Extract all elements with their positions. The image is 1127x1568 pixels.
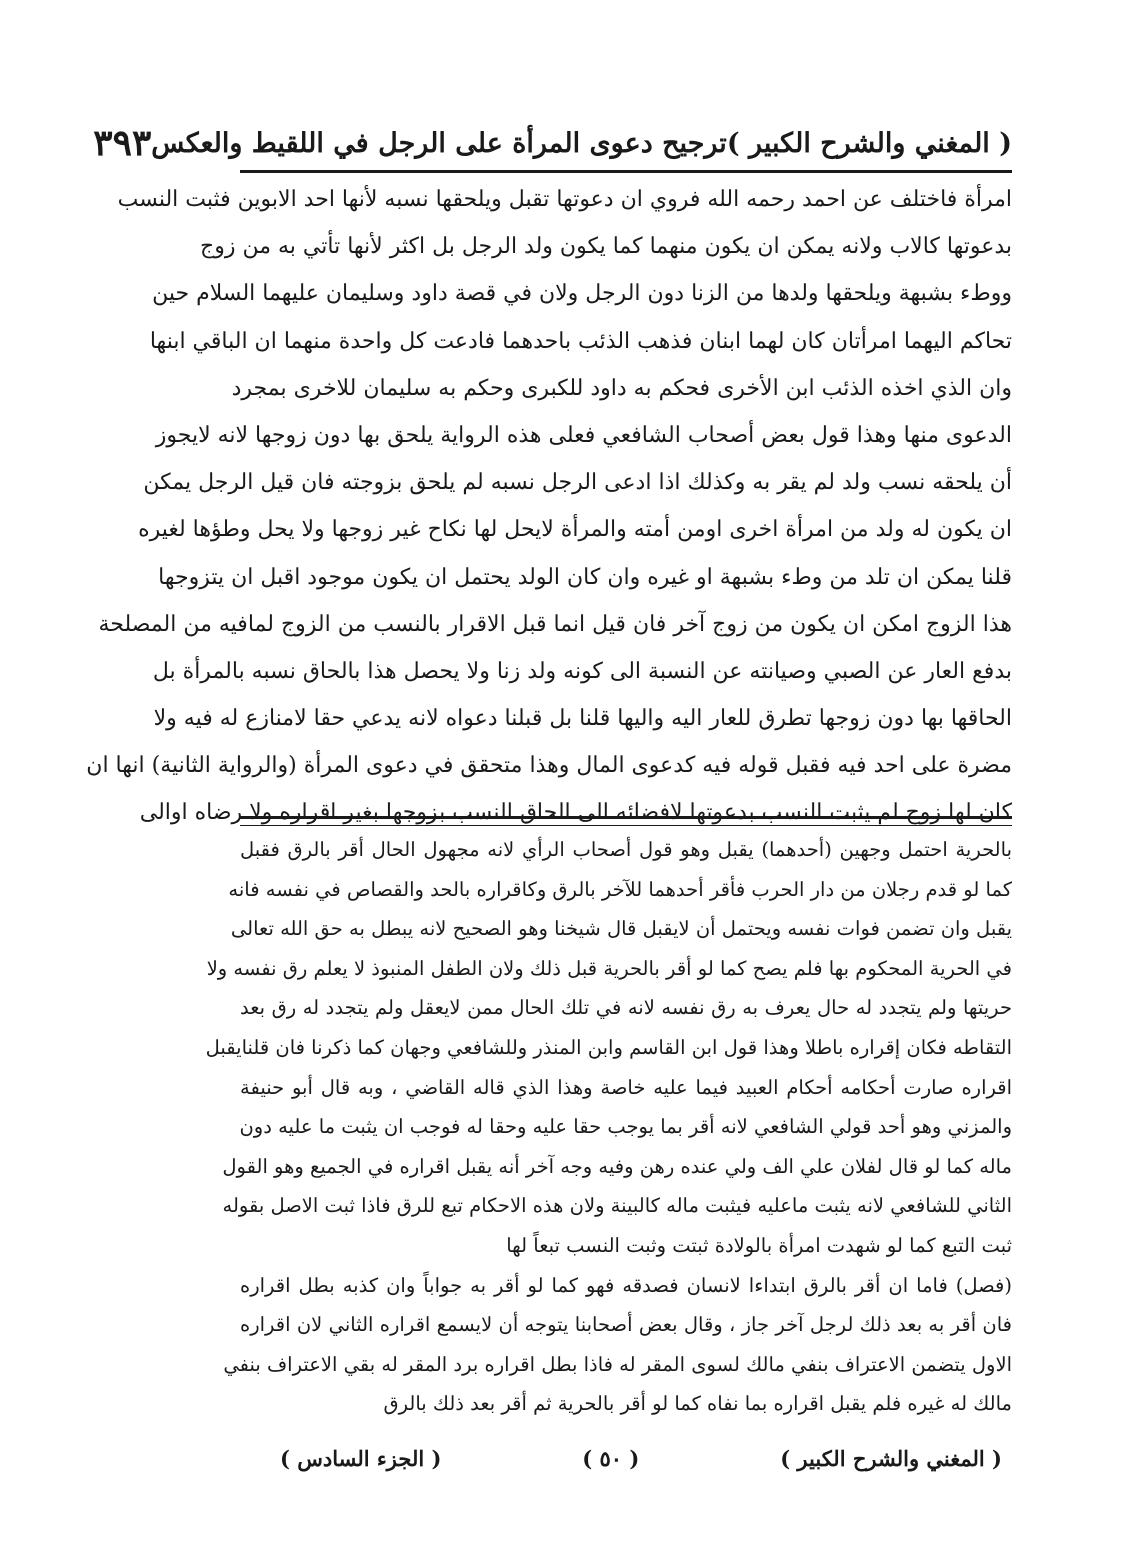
commentary-line: فان أقر به بعد ذلك لرجل آخر جاز ، وقال بعض أصحابنا يتوجه أن لايسمع اقراره الثاني لان اقراره <box>240 1313 1012 1337</box>
main-text <box>86 176 1012 837</box>
main-text-line: الدعوى منها وهذا قول بعض أصحاب الشافعي فعلى هذه الرواية يلحق بها دون زوجها لانه لايجوز <box>155 422 1012 448</box>
header-page-number: ٣٩٣ <box>93 122 152 164</box>
main-text-line: بدفع العار عن الصبي وصيانته عن النسبة الى كونه ولد زنا ولا يحصل هذا بالحاق نسبه بالمرأة بل <box>152 658 1012 684</box>
commentary-line: الثاني للشافعي لانه يثبت ماعليه فيثبت ماله كالبينة ولان هذه الاحكام تبع للرق فاذا ثبت الاصل بقوله <box>222 1194 1012 1218</box>
main-text-line: هذا الزوج امكن ان يكون من زوج آخر فان قيل انما قبل الاقرار بالنسب من الزوج لمافيه من المصلحة <box>98 611 1012 637</box>
commentary-line: والمزني وهو أحد قولي الشافعي لانه أقر بما يوجب حقا عليه وحقا له فوجب ان يثبت ما عليه دون <box>239 1115 1012 1139</box>
header-book-title: ( المغني والشرح الكبير ) <box>726 127 1012 159</box>
section-divider <box>240 816 1012 826</box>
main-text-line: بدعوتها كالاب ولانه يمكن ان يكون منهما كما يكون ولد الرجل بل اكثر لأنها تأتي به من زوج <box>200 234 1012 260</box>
commentary-text <box>205 830 1012 1424</box>
main-text-line: وان الذي اخذه الذئب ابن الأخرى فحكم به داود للكبرى وحكم به سليمان للاخرى بمجرد <box>231 375 1012 401</box>
commentary-line: اقراره صارت أحكامه أحكام العبيد فيما عليه خاصة وهذا الذي قاله القاضي ، وبه قال أبو حنيفة <box>240 1075 1012 1099</box>
main-text-line: كان لها زوج لم يثبت النسب بدعوتها لافضائه الى الحاق النسب بزوجها بغير اقراره ولا رضاه اوالى <box>139 800 1012 826</box>
main-text-line: امرأة فاختلف عن احمد رحمه الله فروي ان دعوتها تقبل ويلحقها نسبه لأنها احد الابوين فثبت النسب <box>117 187 1012 212</box>
main-text-line: مضرة على احد فيه فقبل قوله فيه كدعوى المال وهذا متحقق في دعوى المرأة (والرواية الثانية) انها ان <box>86 753 1012 779</box>
main-text-line: ان يكون له ولد من امرأة اخرى اومن أمته والمرأة لايحل لها نكاح غير زوجها ولا يحل وطؤها لغيره <box>138 517 1012 543</box>
page-footer <box>240 1438 1012 1478</box>
commentary-line: في الحرية المحكوم بها فلم يصح كما لو أقر بالحرية قبل ذلك ولان الطفل المنبوذ لا يعلم رق نفسه ولا <box>206 956 1012 980</box>
footer-page-number: ( ٥٠ ) <box>582 1445 640 1471</box>
commentary-line: مالك له غيره فلم يقبل اقراره بما نفاه كما لو أقر بالحرية ثم أقر بعد ذلك بالرق <box>383 1392 1012 1416</box>
main-text-line: ووطء بشبهة ويلحقها ولدها من الزنا دون الرجل ولان في قصة داود وسليمان عليهما السلام حين <box>152 281 1012 307</box>
header-topic: ترجيح دعوى المرأة على الرجل في اللقيط والعكس <box>151 127 727 159</box>
header-rule <box>240 170 1012 173</box>
footer-book-title: ( المغني والشرح الكبير ) <box>780 1445 1002 1471</box>
main-text-line: قلنا يمكن ان تلد من وطء بشبهة او غيره وان كان الولد يحتمل ان يكون موجود اقبل ان يتزوجها <box>158 564 1012 590</box>
commentary-line: حريتها ولم يتجدد له حال يعرف به رق نفسه لانه في تلك الحال ممن لايعقل ولم يتجدد له رق بعد <box>240 996 1012 1020</box>
footer-volume: ( الجزء السادس ) <box>280 1445 442 1471</box>
commentary-line: التقاطه فكان إقراره باطلا وهذا قول ابن القاسم وابن المنذر وللشافعي وجهان كما ذكرنا فان قلنايقبل <box>205 1035 1012 1059</box>
commentary-line: (فصل) فاما ان أقر بالرق ابتداءا لانسان فصدقه فهو كما لو أقر به جواباً وان كذبه بطل اقراره <box>240 1273 1012 1297</box>
main-text-line: أن يلحقه نسب ولد لم يقر به وكذلك اذا ادعى الرجل نسبه لم يلحق بزوجته فان قيل الرجل يمكن <box>143 470 1012 496</box>
commentary-line: بالحرية احتمل وجهين (أحدهما) يقبل وهو قول أصحاب الرأي لانه مجهول الحال أقر بالرق فقبل <box>240 838 1012 861</box>
commentary-line: الاول يتضمن الاعتراف بنفي مالك لسوى المقر له فاذا بطل اقراره برد المقر له بقي الاعتراف بنفي <box>223 1352 1012 1376</box>
commentary-line: ماله كما لو قال لفلان علي الف ولي عنده رهن وفيه وجه آخر أنه يقبل اقراره في الجميع وهو القول <box>222 1154 1012 1178</box>
commentary-line: يقبل وان تضمن فوات نفسه ويحتمل أن لايقبل قال شيخنا وهو الصحيح لانه يبطل به حق الله تعالى <box>230 917 1012 941</box>
page-header <box>93 118 1012 168</box>
main-text-line: تحاكم اليهما امرأتان كان لهما ابنان فذهب الذئب باحدهما فادعت كل واحدة منهما ان الباقي ابنها <box>149 328 1012 354</box>
commentary-line: ثبت التبع كما لو شهدت امرأة بالولادة ثبتت وثبت النسب تبعاً لها <box>506 1233 1012 1257</box>
book-page <box>86 118 1012 1478</box>
main-text-line: الحاقها بها دون زوجها تطرق للعار اليه واليها قلنا بل قبلنا دعواه لانه يدعي حقا لامنازع له فيه ولا <box>153 706 1012 732</box>
commentary-line: كما لو قدم رجلان من دار الحرب فأقر أحدهما للآخر بالرق وكاقراره بالحد والقصاص في نفسه فانه <box>228 877 1012 901</box>
